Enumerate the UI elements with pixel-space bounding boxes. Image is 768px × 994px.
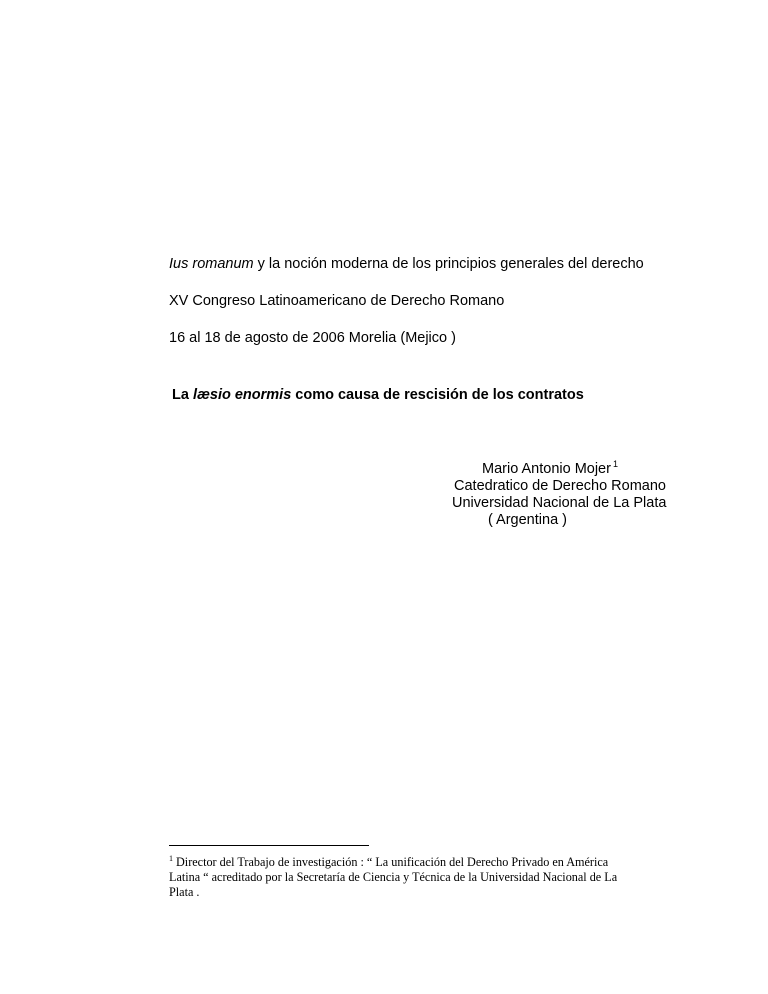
author-block [400,461,700,529]
author-name: Mario Antonio Mojer [482,461,611,477]
footnote-line [169,855,639,870]
subject-rest: como causa de rescisión de los contratos [291,387,584,403]
author-name-line [400,461,700,478]
congress-name: XV Congreso Latinoamericano de Derecho Romano [169,293,505,309]
subject-prefix: La [172,387,193,403]
footnote [169,855,639,900]
subject-italic-term: læsio enormis [192,387,292,403]
footnote-line: Plata . [169,885,200,899]
paper-subject [172,386,584,404]
title-italic-part: Ius romanum [169,256,254,272]
footnote-marker: 1 [169,854,173,863]
document-title [169,255,644,273]
footnote-reference[interactable]: 1 [612,459,618,469]
author-university: Universidad Nacional de La Plata [452,495,667,511]
footnote-line: Latina “ acreditado por la Secretaría de Ciencia y Técnica de la Universidad Nacional de La [169,870,618,884]
footnote-text-1: Director del Trabajo de investigación : “ La unificación del Derecho Privado en América [176,855,609,869]
footnote-separator [169,845,369,846]
author-country: ( Argentina ) [488,512,567,528]
congress-date-place: 16 al 18 de agosto de 2006 Morelia (Mejico ) [169,330,456,346]
author-role: Catedratico de Derecho Romano [454,478,666,494]
title-rest: y la noción moderna de los principios generales del derecho [253,256,644,272]
